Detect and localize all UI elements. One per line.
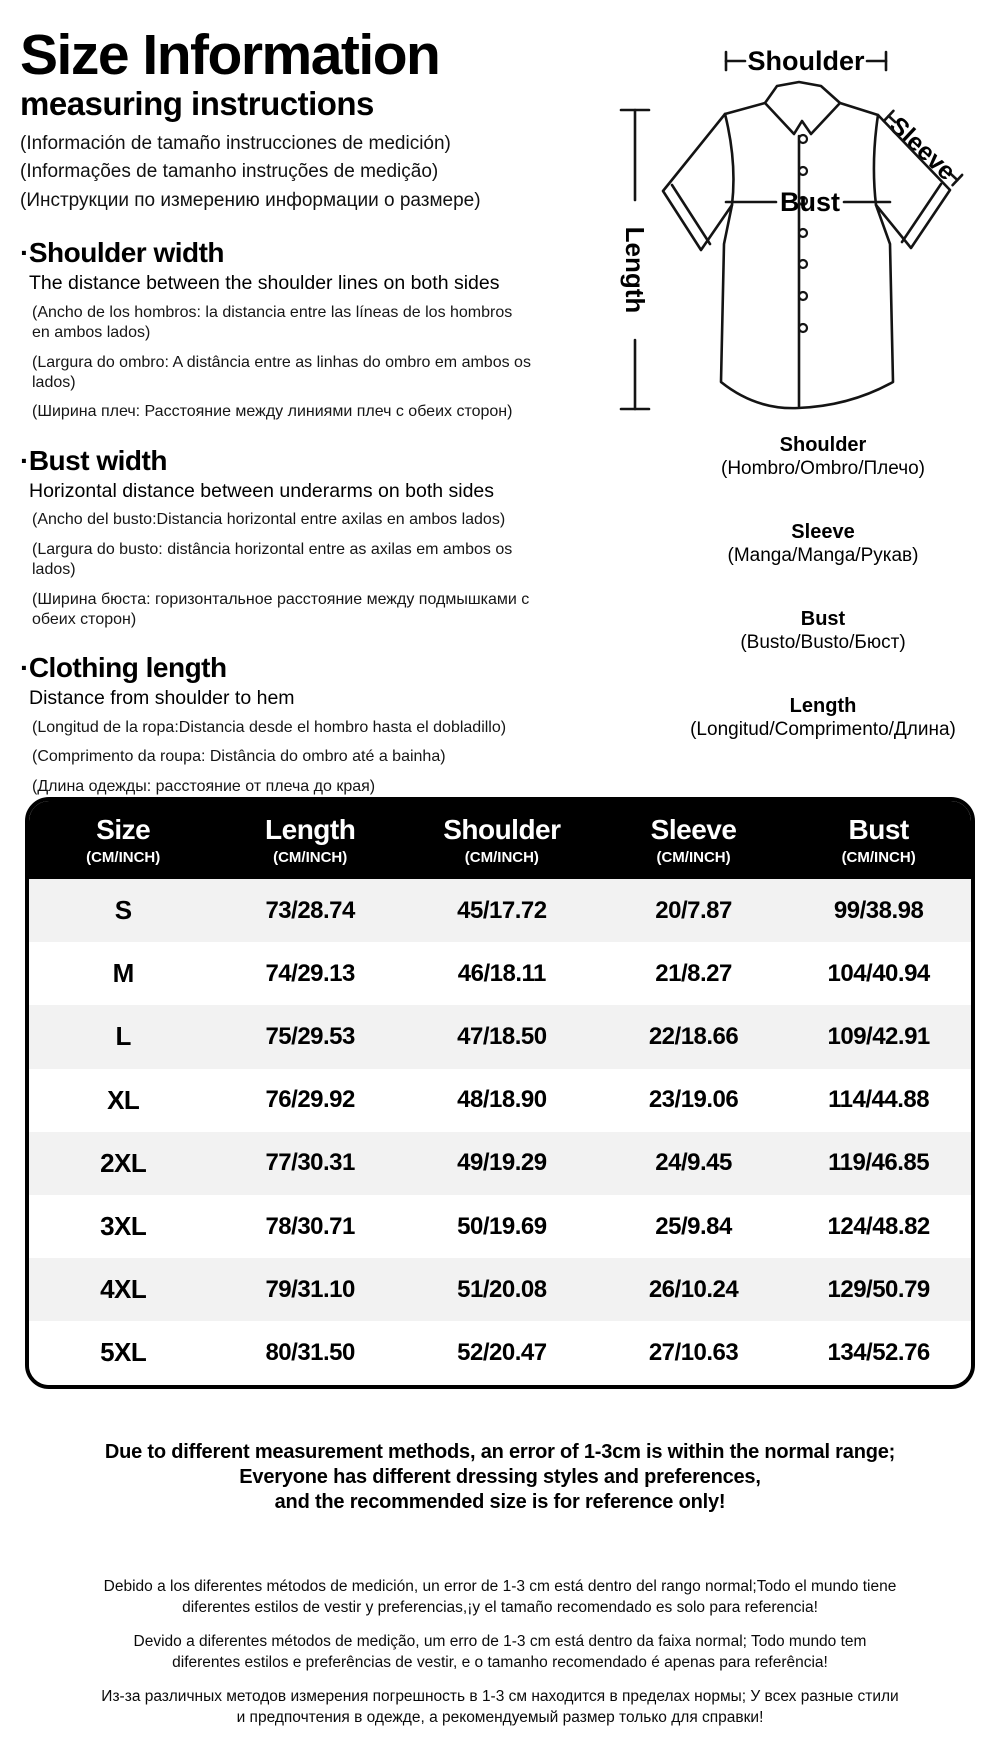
bust-cell: 109/42.91 bbox=[827, 1022, 930, 1050]
shoulder-cell: 52/20.47 bbox=[457, 1338, 547, 1366]
subtitle-translation-ru: (Инструкции по измерению информации о размере) bbox=[20, 189, 481, 211]
disclaimer-line: diferentes estilos de vestir y preferencias,¡y el tamaño recomendado es solo para referencia! bbox=[182, 1598, 818, 1616]
sleeve-cell: 26/10.24 bbox=[648, 1275, 739, 1303]
legend-translations: (Manga/Manga/Рукав) bbox=[727, 545, 919, 566]
shirt-collar bbox=[765, 82, 840, 134]
disclaimer-line: diferentes estilos e preferências de vestir, e o tamanho recomendado é apenas para referência! bbox=[172, 1653, 828, 1671]
column-unit: (CM/INCH) bbox=[841, 849, 916, 866]
size-cell: 2XL bbox=[100, 1147, 147, 1178]
size-table-body bbox=[29, 879, 971, 1385]
column-header-shoulder bbox=[403, 814, 601, 868]
table-row-5xl bbox=[29, 1321, 971, 1384]
sleeve-cell: 22/18.66 bbox=[648, 1022, 739, 1050]
size-cell: 5XL bbox=[100, 1337, 147, 1368]
column-unit: (CM/INCH) bbox=[273, 849, 348, 866]
page-title: Size Information bbox=[20, 23, 440, 87]
disclaimer-spanish bbox=[0, 1577, 1000, 1618]
sleeve-cell: 21/8.27 bbox=[655, 959, 732, 987]
shoulder-cell: 46/18.11 bbox=[457, 959, 546, 987]
sleeve-cell: 27/10.63 bbox=[648, 1338, 739, 1366]
disclaimer-line: and the recommended size is for reference only! bbox=[274, 1491, 726, 1513]
length-cell: 73/28.74 bbox=[265, 896, 355, 924]
measuring-instructions-panel bbox=[20, 23, 550, 806]
section-bust-width bbox=[20, 446, 550, 631]
table-row-xl bbox=[29, 1069, 971, 1132]
shoulder-cell: 51/20.08 bbox=[457, 1275, 547, 1303]
bullet-dot: · bbox=[20, 444, 29, 476]
bust-cell: 134/52.76 bbox=[827, 1338, 930, 1366]
size-cell: 3XL bbox=[100, 1211, 147, 1242]
size-cell: L bbox=[115, 1021, 131, 1052]
size-table-header bbox=[29, 801, 971, 879]
disclaimer-line: Everyone has different dressing styles and preferences, bbox=[239, 1466, 761, 1488]
section-title bbox=[20, 238, 550, 269]
section-translation-es: (Longitud de la ropa:Distancia desde el hombro hasta el dobladillo) bbox=[32, 718, 507, 736]
bust-cell: 119/46.85 bbox=[828, 1149, 930, 1177]
section-title bbox=[20, 653, 550, 684]
column-label: Length bbox=[265, 814, 356, 845]
length-cell: 80/31.50 bbox=[265, 1338, 355, 1366]
table-row-s bbox=[29, 879, 971, 942]
column-header-size bbox=[29, 814, 217, 868]
legend-term: Bust bbox=[800, 608, 846, 630]
disclaimer-line: Due to different measurement methods, an error of 1-3cm is within the normal range; bbox=[104, 1441, 896, 1463]
column-label: Sleeve bbox=[650, 814, 737, 845]
disclaimer-notes bbox=[0, 1440, 1000, 1742]
disclaimer-english bbox=[0, 1440, 1000, 1515]
shirt-diagram-icon bbox=[558, 32, 998, 492]
sleeve-cell: 24/9.45 bbox=[655, 1149, 732, 1177]
disclaimer-line: Devido a diferentes métodos de medição, um erro de 1-3 cm está dentro da faixa normal; Todo mundo tem bbox=[133, 1633, 867, 1650]
length-annotation bbox=[620, 110, 650, 409]
column-unit: (CM/INCH) bbox=[656, 849, 731, 866]
column-header-bust bbox=[786, 814, 971, 868]
sleeve-annotation bbox=[878, 106, 966, 191]
disclaimer-line: Debido a los diferentes métodos de medición, un error de 1-3 cm está dentro del rango normal;Todo el mundo tiene bbox=[103, 1578, 897, 1595]
length-cell: 79/31.10 bbox=[265, 1275, 355, 1303]
section-translation-pt: (Largura do ombro: A distância entre as linhas do ombro em ambos os lados) bbox=[32, 353, 531, 391]
column-unit: (CM/INCH) bbox=[86, 849, 161, 866]
legend-term: Shoulder bbox=[779, 434, 867, 456]
sleeve-annotation-label: Sleeve bbox=[883, 111, 961, 186]
section-title-text: Shoulder width bbox=[28, 237, 225, 269]
legend-entry-length bbox=[603, 695, 1000, 742]
shoulder-annotation-label: Shoulder bbox=[747, 46, 865, 76]
section-description: Horizontal distance between underarms on both sides bbox=[29, 479, 495, 502]
bust-annotation bbox=[726, 187, 890, 217]
measurement-legend bbox=[558, 434, 1000, 782]
legend-term: Length bbox=[789, 695, 857, 717]
column-header-length bbox=[217, 814, 403, 868]
bust-cell: 104/40.94 bbox=[827, 959, 930, 987]
shoulder-cell: 45/17.72 bbox=[457, 896, 547, 924]
section-translation-es: (Ancho del busto:Distancia horizontal entre axilas en ambos lados) bbox=[32, 511, 506, 529]
section-translation-ru: (Ширина плеч: Расстояние между линиями плеч с обеих сторон) bbox=[32, 403, 513, 421]
bust-annotation-label: Bust bbox=[780, 187, 840, 217]
legend-entry-bust bbox=[603, 608, 1000, 655]
legend-entry-sleeve bbox=[603, 521, 1000, 568]
bust-cell: 99/38.98 bbox=[833, 896, 924, 924]
shoulder-cell: 50/19.69 bbox=[457, 1212, 547, 1240]
section-translation-ru: (Ширина бюста: горизонтальное расстояние между подмышками с обеих сторон) bbox=[32, 590, 530, 628]
length-cell: 76/29.92 bbox=[265, 1086, 355, 1114]
section-translation-ru: (Длина одежды: расстояние от плеча до края) bbox=[32, 777, 376, 795]
column-unit: (CM/INCH) bbox=[464, 849, 539, 866]
section-shoulder-width bbox=[20, 238, 550, 423]
legend-term: Sleeve bbox=[791, 521, 855, 543]
legend-translations: (Busto/Busto/Бюст) bbox=[740, 632, 906, 653]
page-subtitle: measuring instructions bbox=[20, 85, 374, 123]
shoulder-annotation bbox=[726, 46, 886, 76]
section-clothing-length bbox=[20, 653, 550, 797]
table-row-2xl bbox=[29, 1132, 971, 1195]
legend-entry-shoulder bbox=[603, 434, 1000, 481]
sleeve-cell: 25/9.84 bbox=[655, 1212, 732, 1240]
sleeve-cell: 20/7.87 bbox=[655, 896, 732, 924]
bust-cell: 114/44.88 bbox=[828, 1086, 930, 1114]
legend-translations: (Longitud/Comprimento/Длина) bbox=[690, 719, 956, 740]
section-translation-pt: (Comprimento da roupa: Distância do ombro até a bainha) bbox=[32, 748, 446, 766]
length-cell: 75/29.53 bbox=[265, 1022, 355, 1050]
section-description: Distance from shoulder to hem bbox=[29, 687, 295, 710]
legend-translations: (Hombro/Ombro/Плечо) bbox=[721, 458, 925, 479]
subtitle-translation-pt: (Informações de tamanho instruções de medição) bbox=[20, 161, 439, 183]
column-label: Shoulder bbox=[443, 814, 561, 845]
section-translation-es: (Ancho de los hombros: la distancia entre las líneas de los hombros en ambos lados) bbox=[32, 303, 513, 342]
section-title-text: Clothing length bbox=[28, 652, 227, 684]
size-cell: S bbox=[114, 895, 132, 926]
column-header-sleeve bbox=[601, 814, 787, 868]
length-annotation-label: Length bbox=[620, 226, 650, 314]
disclaimer-line: и предпочтения в одежде, а рекомендуемый размер только для справки! bbox=[236, 1708, 764, 1726]
bust-cell: 124/48.82 bbox=[827, 1212, 930, 1240]
bullet-dot: · bbox=[20, 237, 29, 269]
section-description: The distance between the shoulder lines on both sides bbox=[29, 272, 500, 295]
length-cell: 78/30.71 bbox=[265, 1212, 355, 1240]
disclaimer-portuguese bbox=[0, 1632, 1000, 1673]
size-cell: 4XL bbox=[100, 1274, 147, 1305]
table-row-l bbox=[29, 1005, 971, 1068]
length-cell: 74/29.13 bbox=[265, 959, 355, 987]
column-label: Size bbox=[96, 814, 151, 845]
sleeve-cell: 23/19.06 bbox=[648, 1086, 739, 1114]
disclaimer-line: Из-за различных методов измерения погрешность в 1-3 см находится в пределах нормы; У всех разные стили bbox=[101, 1688, 899, 1705]
shoulder-cell: 47/18.50 bbox=[457, 1022, 547, 1050]
bust-cell: 129/50.79 bbox=[827, 1275, 930, 1303]
table-row-m bbox=[29, 942, 971, 1005]
section-title-text: Bust width bbox=[28, 444, 167, 476]
size-table bbox=[25, 797, 975, 1389]
table-row-4xl bbox=[29, 1258, 971, 1321]
shirt-measurement-diagram-panel bbox=[558, 32, 998, 777]
section-title bbox=[20, 446, 550, 477]
table-row-3xl bbox=[29, 1195, 971, 1258]
shoulder-cell: 48/18.90 bbox=[457, 1086, 547, 1114]
length-cell: 77/30.31 bbox=[265, 1149, 355, 1177]
size-cell: XL bbox=[107, 1084, 140, 1115]
shoulder-cell: 49/19.29 bbox=[457, 1149, 547, 1177]
bullet-dot: · bbox=[20, 652, 29, 684]
disclaimer-russian bbox=[0, 1687, 1000, 1728]
column-label: Bust bbox=[848, 814, 909, 845]
section-translation-pt: (Largura do busto: distância horizontal entre as axilas em ambos os lados) bbox=[32, 540, 513, 579]
size-cell: M bbox=[112, 958, 134, 989]
subtitle-translation-es: (Información de tamaño instrucciones de medición) bbox=[20, 132, 451, 154]
